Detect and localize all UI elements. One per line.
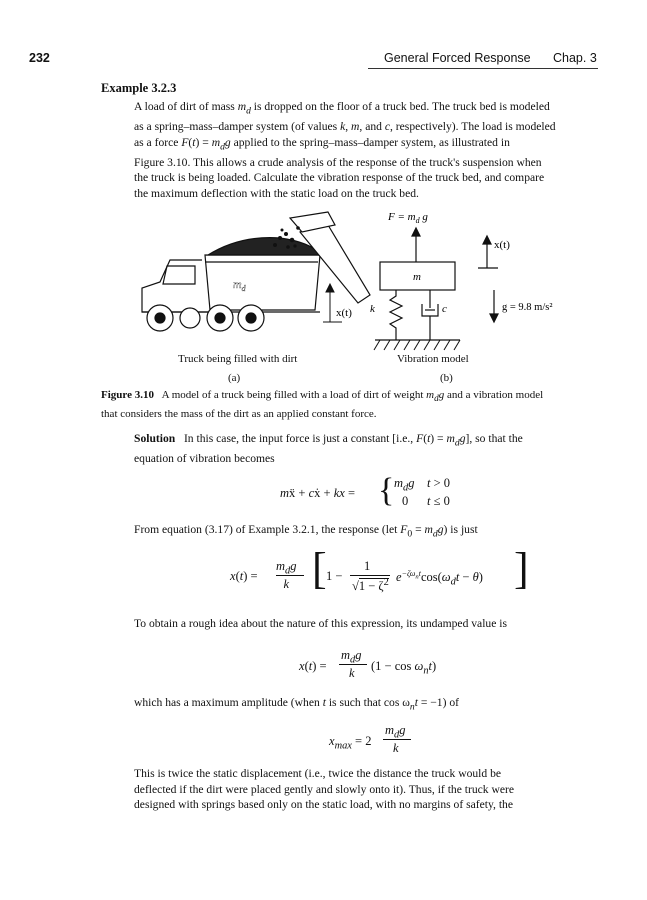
page-number: 232 [29, 51, 50, 65]
dirt-pile [208, 238, 322, 255]
response-equation: x(t) = $m_dg$ k [ 1 − 1 $√1 - \zeta^2$ $e^{-\zeta\omega_nt}\cos(\omega_dt - \theta)$ ] [230, 544, 529, 594]
solution-line2: equation of vibration becomes [134, 452, 275, 466]
truck-bed [205, 255, 320, 310]
running-chapter: Chap. 3 [553, 51, 597, 65]
example-line: A load of dirt of mass $m_d$ is dropped on the floor of a truck bed. The truck bed is modeled [134, 100, 550, 117]
truck-window [163, 266, 195, 284]
figure-a-label: (a) [228, 372, 241, 384]
displacement-label: x(t) [494, 239, 510, 251]
gravity-label: g = 9.8 m/s² [502, 302, 553, 313]
figure-caption-line2: that considers the mass of the dirt as an applied constant force. [101, 408, 377, 421]
example-line: Figure 3.10. This allows a crude analysis of the response of the truck's suspension when [134, 155, 542, 169]
example-title: Example 3.2.3 [101, 81, 177, 95]
undamped-equation: x(t) = $m_dg$ k $(1 - \cos \omega_nt)$ [299, 648, 437, 680]
figure-a-caption: Truck being filled with dirt [178, 353, 298, 365]
example-line: as a spring–mass–damper system (of values k, m, and c, respectively). The load is modeled [134, 120, 556, 134]
max-amplitude-equation: $x_{max} = 2$ $m_dg$ k [329, 723, 429, 759]
running-section-title: General Forced Response [384, 51, 531, 65]
spring-label: k [370, 303, 375, 315]
truck-cab [142, 260, 210, 312]
solution-intro: Solution In this case, the input force is just a constant [i.e., $F(t) = m_dg$], so that the equation of vibration becomes [134, 431, 598, 467]
truck-displacement-label: x(t) [336, 307, 352, 319]
figure-caption: Figure 3.10 A model of a truck being filled with a load of dirt of weight $m_dg$ and a vibration model that considers the mass of the dirt as an applied constant force. [101, 387, 601, 422]
example-line: the maximum deflection with the static load on the truck bed. [134, 187, 419, 201]
solution-line5: which has a maximum amplitude (when t is such that $\cos \omega_nt = -1$) of [134, 696, 460, 713]
figure-3-10 [130, 200, 590, 360]
header-rule [368, 68, 598, 69]
figure-caption-number: Figure 3.10 [101, 389, 154, 401]
solution-label: Solution [134, 432, 176, 445]
equation-of-motion: mẍ + cẋ + kx = { $m_dg$ t > 0 0 t ≤ 0 [280, 472, 451, 509]
closing-line: deflected if the dirt were placed gently and slowly onto it). Thus, if the truck were [134, 782, 515, 796]
solution-line3: From equation (3.17) of Example 3.2.1, the response (let $F_0 = m_dg$) is just [134, 523, 478, 540]
truck-mass-label: $m_d$ [233, 277, 246, 293]
loading-chute [273, 212, 370, 303]
example-line: as a force $F(t) = m_dg$ applied to the spring–mass–damper system, as illustrated in [134, 135, 510, 153]
damper-label: c [442, 303, 447, 315]
truck-spare [180, 308, 200, 328]
truck-illustration [142, 238, 322, 331]
figure-b-caption: Vibration model [397, 353, 469, 365]
closing-paragraph [134, 766, 598, 813]
force-label: $F = m_d$ g [388, 211, 428, 225]
closing-line: designed with springs based only on the static load, with no margins of safety, the [134, 798, 513, 812]
solution-line4: To obtain a rough idea about the nature of this expression, its undamped value is [134, 617, 507, 630]
spring [390, 290, 402, 340]
example-paragraph [134, 99, 598, 202]
vibration-model [374, 228, 498, 350]
figure-b-label: (b) [440, 372, 453, 384]
mass-label: m [413, 271, 421, 283]
example-line: the truck is being loaded. Calculate the vibration response of the truck bed, and compare [134, 171, 545, 185]
closing-line: This is twice the static displacement (i.e., twice the distance the truck would be [134, 767, 502, 780]
